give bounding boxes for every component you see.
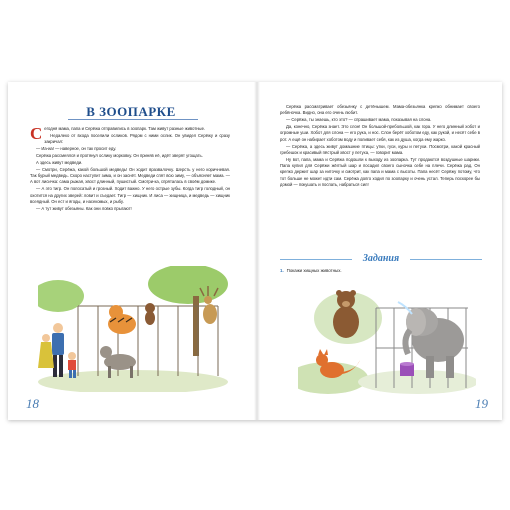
book-spread: [8, 82, 502, 420]
rule-right: [410, 259, 482, 260]
bear-fox-elephant-illustration: [298, 278, 476, 398]
bucket-figure: [400, 362, 414, 376]
paragraph: — А тут живут обезьяны. Как они ловко прыгают!: [36, 205, 132, 211]
right-page: [260, 82, 502, 420]
paragraph: Недалеко от входа поселили осликов. Рядом с ними ослик. Он увидел Серёжу и сразу закричал:: [44, 132, 230, 145]
paragraph: Серёжа рассматривает обезьянку с детёнышем. Мама-обезьянка крепко обнимает своего ребёночка. Видно, она его очень любит.: [280, 104, 480, 116]
drop-cap: С: [30, 124, 43, 143]
paragraph: — Смотри, Серёжа, какой большой медведь! Он ходит вразвалочку. Шерсть у него коричневая. Так бурый медведь. Скоро наступит зима, и он заснёт. Медведи спят всю зиму, — объясняет мама. — А вот лисичка: сама рыжая, хвост длинный, пушистый. Смотри-ка, спряталась в своём домике.: [30, 166, 230, 185]
paragraph: — Серёжа, а здесь живут домашние птицы: утки, гуси, куры и петухи. Посмотри, какой красный гребешок и красивый пёстрый хвост у петуха, — говорит мама.: [280, 143, 480, 155]
rule-left: [280, 259, 352, 260]
task-text: Покажи хищных животных.: [286, 268, 342, 273]
tasks-heading-rules: [280, 259, 482, 260]
task-item: [280, 268, 342, 273]
tasks-heading: Задания: [362, 253, 400, 264]
monkey-figure: [145, 303, 155, 325]
family-figures: [38, 323, 76, 378]
left-page-text: [30, 126, 230, 213]
paragraph: Ну вот, папа, мама и Серёжа подошли к выходу из зоопарка. Тут продаются воздушные шарики. Папа купил для Серёжи жёлтый шар и посадил своего сыночка себе на плечи. Серёжа рад. Он крепко держит шар за ниточку и смотрит, как папа и мама с высоты. Папа несёт Серёжу потому, что тот больше не может идти сам. Серёжа долго ходил по зоопарку и очень устал. Теперь поскорее бы домой — покушать и поспать, набраться сил!: [280, 156, 480, 187]
page-number: 18: [26, 396, 39, 411]
paragraph: А здесь живут медведи.: [36, 159, 83, 165]
left-page: [8, 82, 254, 420]
paragraph: Да, конечно, Серёжа знает. Это слон! Он большой-пребольшой, как гора. У него длинный хобот и огромные уши. Хобот для слона — его рука, и нос. Слон берёт хоботом еду, как рукой, и несёт себе в рот. А ещё он набирает хоботом воду и поливает себя, как из душа, когда ему жарко.: [280, 124, 480, 142]
paragraph: — А это тигр. Он полосатый и грозный. Ходит важно. У него острые зубы. Когда тигр голодный, он охотится на других зверей: ловит и съедает. Тигр — хищник. И лиса — хищница, и медведь — хищник всеядный. Он ест и ягоды, и насекомых, и рыбу.: [30, 186, 230, 204]
zoo-family-illustration: [38, 266, 228, 392]
paragraph: — Иа-иа! — наверное, он так просит еду.: [36, 146, 117, 152]
task-number: 1.: [280, 268, 284, 273]
paragraph-text: егодня мама, папа и Серёжа отправились в зоопарк. Там живут разные животные.: [44, 126, 206, 131]
tiger-figure: [108, 305, 136, 334]
paragraph: Серёжа рассмеялся и протянул ослику морковку. Он приняв её, идёт зверят угощать.: [36, 152, 203, 158]
paragraph: — Серёжа, ты знаешь, кто это? — спрашивает мама, показывая на слона.: [286, 117, 432, 123]
page-number: 19: [475, 396, 488, 411]
page-title: В ЗООПАРКЕ: [86, 104, 176, 119]
title-underline: [68, 119, 198, 120]
right-page-text: [280, 104, 480, 189]
